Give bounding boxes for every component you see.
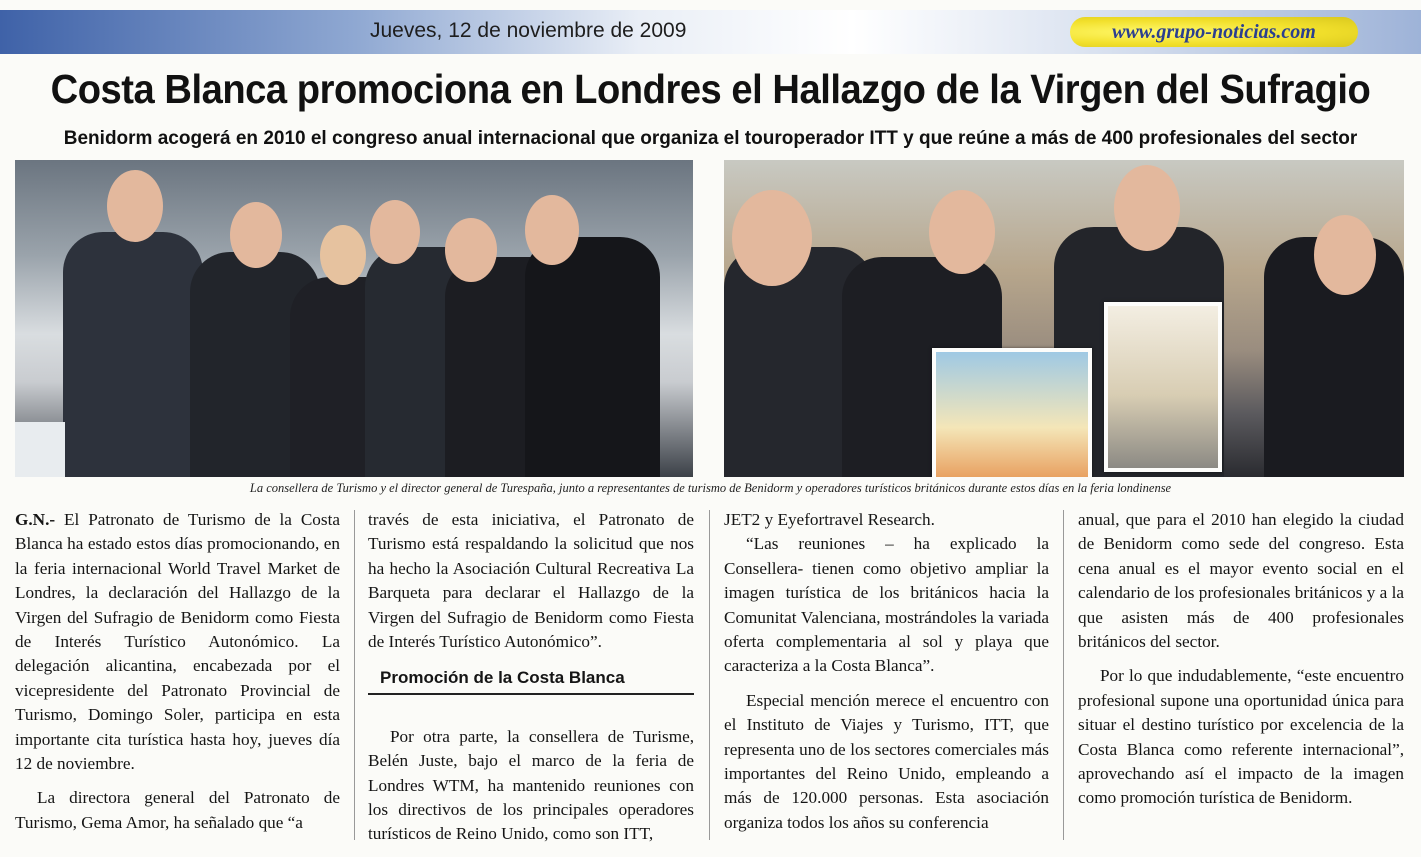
- paragraph: Especial mención merece el encuentro con el Instituto de Viajes y Turismo, ITT, que representa uno de los sectores comerciales más importantes del Reino Unido, empleando a más de 120.000 personas. Esta asociación organiza todos los años su conferencia: [724, 690, 1049, 832]
- artwork-photo: [724, 160, 1404, 477]
- paragraph: El Patronato de Turismo de la Costa Blanca ha estado estos días promocionando, en la feria internacional World Travel Market de Londres, la declaración del Hallazgo de la Virgen del Sufragio de Benidorm como Fiesta de Interés Turístico Autonómico. La delegación alicantina, encabezada por el vicepresidente del Patronato Provincial de Turismo, Domingo Soler, participa en esta importante cita turística hasta hoy, jueves día 12 de noviembre.: [15, 510, 340, 774]
- paragraph: “Las reuniones – ha explicado la Consellera- tienen como objetivo ampliar la imagen turística de los británicos hacia la Comunitat Valenciana, mostrándoles la variada oferta complementaria al sol y playa que caracteriza a la Costa Blanca”.: [724, 534, 1049, 676]
- column-divider: [709, 510, 710, 840]
- byline: G.N.-: [15, 510, 56, 529]
- group-photo: [15, 160, 693, 477]
- subheadline: Benidorm acogerá en 2010 el congreso anual internacional que organiza el touroperador ITT y que reúne a más de 400 profesionales del sector: [63, 128, 1358, 149]
- column-divider: [354, 510, 355, 840]
- website-badge[interactable]: www.grupo-noticias.com: [1070, 17, 1358, 47]
- column-divider: [1063, 510, 1064, 840]
- virgin-artwork: [932, 348, 1092, 477]
- headline: Costa Blanca promociona en Londres el Hallazgo de la Virgen del Sufragio: [50, 66, 1371, 112]
- column-2: [368, 508, 694, 847]
- paragraph: JET2 y Eyefortravel Research.: [724, 510, 935, 529]
- paragraph: través de esta iniciativa, el Patronato de Turismo está respaldando la solicitud que nos ha hecho la Asociación Cultural Recreativa La Barqueta para declarar el Hallazgo de la Virgen del Sufragio de Benidorm como Fiesta de Interés Turístico Autonómico”.: [368, 510, 694, 652]
- top-banner: [0, 10, 1421, 54]
- column-4: [1078, 508, 1404, 811]
- column-3: [724, 508, 1049, 835]
- photo-caption: La consellera de Turismo y el director general de Turespaña, junto a representantes de turismo de Benidorm y operadores turísticos británicos durante estos días en la feria londinense: [249, 481, 1172, 495]
- paragraph: La directora general del Patronato de Turismo, Gema Amor, ha señalado que “a: [15, 788, 340, 832]
- issue-date: Jueves, 12 de noviembre de 2009: [370, 19, 687, 42]
- section-heading: Promoción de la Costa Blanca: [368, 666, 694, 694]
- column-1: [15, 508, 340, 835]
- paragraph: anual, que para el 2010 han elegido la ciudad de Benidorm como sede del congreso. Esta cena anual es el mayor evento social en el calendario de los profesionales británicos y a la que asisten más de 400 profesionales británicos del sector.: [1078, 510, 1404, 652]
- paragraph: Por lo que indudablemente, “este encuentro profesional supone una oportunidad única para situar el destino turístico por excelencia de la Costa Blanca como referente internacional”, aprovechando así el impacto de la imagen como promoción turística de Benidorm.: [1078, 666, 1404, 808]
- ship-artwork: [1104, 302, 1222, 472]
- paragraph: Por otra parte, la consellera de Turisme, Belén Juste, bajo el marco de la feria de Londres WTM, ha mantenido reuniones con los directivos de los principales operadores turísticos de Reino Unido, como son ITT,: [368, 726, 694, 844]
